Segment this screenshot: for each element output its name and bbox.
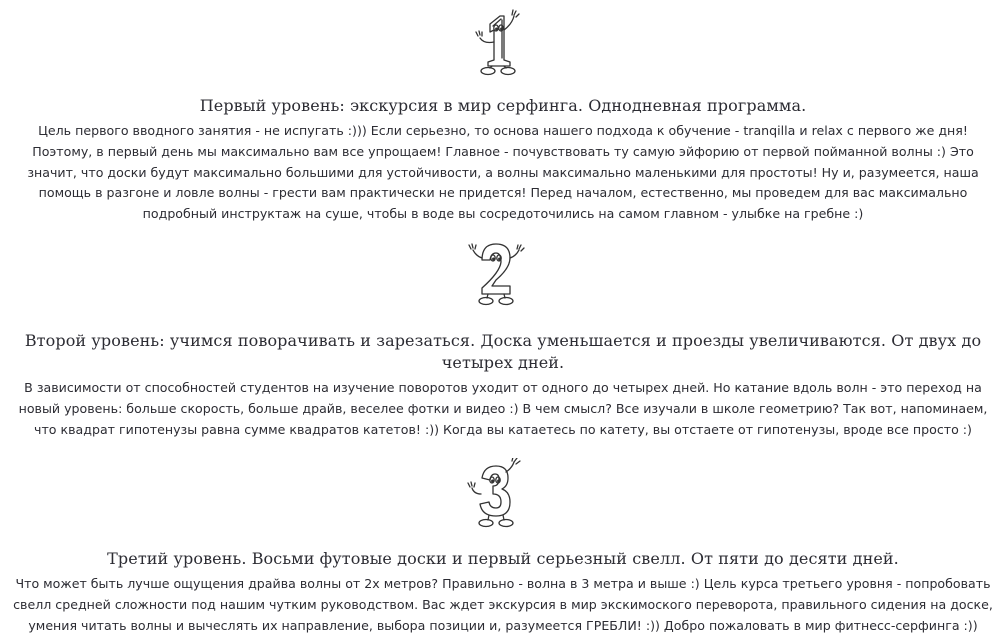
number-two-mascot-icon	[464, 236, 528, 308]
level-one-description: Цель первого вводного занятия - не испугать :))) Если серьезно, то основа нашего подхода к обучение - tranqilla и relax с первого же дня! Поэтому, в первый день мы максимально вам все упрощаем! Главное - почувствовать ту самую эйфорию от первой пойманной волны :) Это значит, что доски будут максимально большими для устойчивости, а волны максимально маленькими для простоты! Ну и, разумеется, наша помощь в разгоне и ловле волны - грести вам практически не придется! Перед началом, естественно, мы проведем для вас максимально подробный инструктаж на суше, чтобы в воде вы сосредоточились на самом главном - улыбке на гребне :)	[27, 123, 979, 222]
level-one-title: Первый уровень: экскурсия в мир серфинга. Однодневная программа.	[199, 96, 807, 115]
number-three-mascot-icon	[464, 458, 528, 530]
level-three-description: Что может быть лучше ощущения драйва волны от 2х метров? Правильно - волна в 3 метра и выше :) Цель курса третьего уровня - попробовать свелл средней сложности под нашим чутким руководством. Вас ждет экскурсия в мир экскимоского переворота, правильного сидения на доске, умения читать волны и вычеслять их направление, выбора позиции и, разумеется ГРЕБЛИ! :)) Добро пожаловать в мир фитнесс-серфинга :))	[13, 576, 993, 633]
level-two-description: В зависимости от способностей студентов на изучение поворотов уходит от одного до четырех дней. Но катание вдоль волн - это переход на новый уровень: больше скорость, больше драйв, веселее фотки и видео :) В чем смысл? Все изучали в школе геометрию? Так вот, напоминаем, что квадрат гипотенузы равна сумме квадратов катетов! :)) Когда вы катаетесь по катету, вы отстаете от гипотенузы, вроде все просто :)	[18, 380, 988, 437]
level-three-title: Третий уровень. Восьми футовые доски и первый серьезный свелл. От пяти до десяти дней.	[107, 549, 899, 568]
number-one-mascot-icon	[464, 6, 528, 78]
level-two-title: Второй уровень: учимся поворачивать и зарезаться. Доска уменьшается и проезды увеличиваются. От двух до четырех дней.	[24, 331, 982, 372]
